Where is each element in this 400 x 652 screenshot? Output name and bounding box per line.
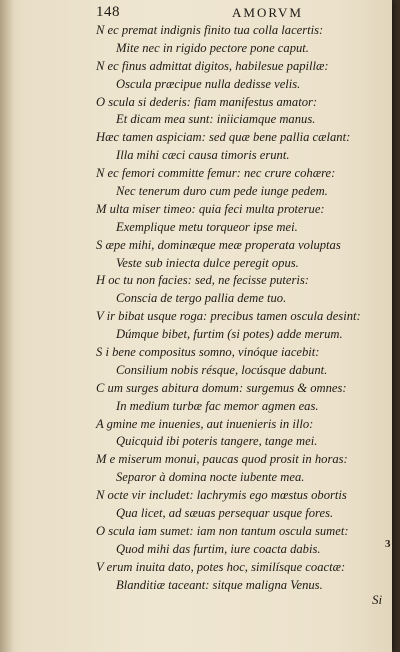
verse-line-hexameter: N ec finus admittat digitos, habilesue papillæ:: [96, 58, 329, 73]
spine-shadow: [0, 0, 14, 652]
verse-line-hexameter: H oc tu non facies: sed, ne fecisse puteris:: [96, 273, 309, 288]
verse-line-hexameter: O scula iam sumet: iam non tantum oscula sumet:: [96, 523, 349, 538]
verse-line-hexameter: S æpe mihi, dominæque meæ properata voluptas: [96, 237, 341, 252]
verse-line-hexameter: N ec premat indignis finito tua colla lacertis:: [96, 23, 324, 37]
verse-line-hexameter: V ir bibat usque roga: precibus tamen oscula desint:: [96, 309, 361, 324]
verse-line-hexameter: A gmine me inuenies, aut inuenieris in illo:: [96, 416, 314, 431]
running-head: AMORVM: [232, 5, 303, 20]
verse-line-pentameter: Qua licet, ad sæuas persequar usque fores.: [116, 506, 334, 521]
verse-line-pentameter: Conscia de tergo pallia deme tuo.: [116, 291, 287, 306]
verse-line-pentameter: Oscula præcipue nulla dedisse velis.: [116, 76, 301, 91]
verse-line-hexameter: C um surges abitura domum: surgemus & omnes:: [96, 380, 347, 395]
verse-line-pentameter: Exemplique metu torqueor ipse mei.: [116, 219, 298, 234]
verse-line-hexameter: Hæc tamen aspiciam: sed quæ bene pallia cælant:: [96, 130, 351, 145]
verse-line-hexameter: S i bene compositus somno, vinóque iacebit:: [96, 345, 320, 360]
margin-marker: 3: [385, 538, 391, 550]
verse-line-pentameter: Veste sub iniecta dulce peregit opus.: [116, 255, 299, 270]
verse-line-pentameter: Et dicam mea sunt: iniiciamque manus.: [116, 112, 316, 127]
verse-line-pentameter: Dúmque bibet, furtim (si potes) adde merum.: [116, 327, 343, 342]
verse-line-pentameter: In medium turbæ fac memor agmen eas.: [116, 398, 319, 413]
verse-line-hexameter: N octe vir includet: lachrymis ego mœstus obortis: [96, 488, 347, 503]
verse-line-pentameter: Separor à domina nocte iubente mea.: [116, 470, 305, 485]
verse-line-hexameter: V erum inuita dato, potes hoc, similísque coactæ:: [96, 559, 346, 574]
catchword: Si: [372, 592, 383, 607]
page-number: 148: [96, 4, 120, 20]
verse-line-pentameter: Nec tenerum duro cum pede iunge pedem.: [116, 184, 328, 199]
verse-line-pentameter: Illa mihi cæci causa timoris erunt.: [116, 148, 290, 163]
verse-line-pentameter: Consilium nobis résque, locúsque dabunt.: [116, 362, 328, 377]
verse-line-pentameter: Quicquid ibi poteris tangere, tange mei.: [116, 434, 318, 449]
verse-line-pentameter: Blanditiæ taceant: sitque maligna Venus.: [116, 577, 323, 592]
page-header: [96, 4, 386, 24]
verse-line-pentameter: Quod mihi das furtim, iure coacta dabis.: [116, 541, 321, 556]
verse-line-hexameter: N ec femori committe femur: nec crure cohære:: [96, 166, 336, 181]
verse-line-hexameter: M ulta miser timeo: quia feci multa proterue:: [96, 201, 325, 216]
verse-block: [96, 22, 391, 595]
verse-line-hexameter: M e miserum monui, paucas quod prosit in horas:: [96, 452, 348, 467]
verse-line-hexameter: O scula si dederis: fiam manifestus amator:: [96, 94, 318, 109]
verse-line-pentameter: Mite nec in rigido pectore pone caput.: [116, 40, 309, 55]
